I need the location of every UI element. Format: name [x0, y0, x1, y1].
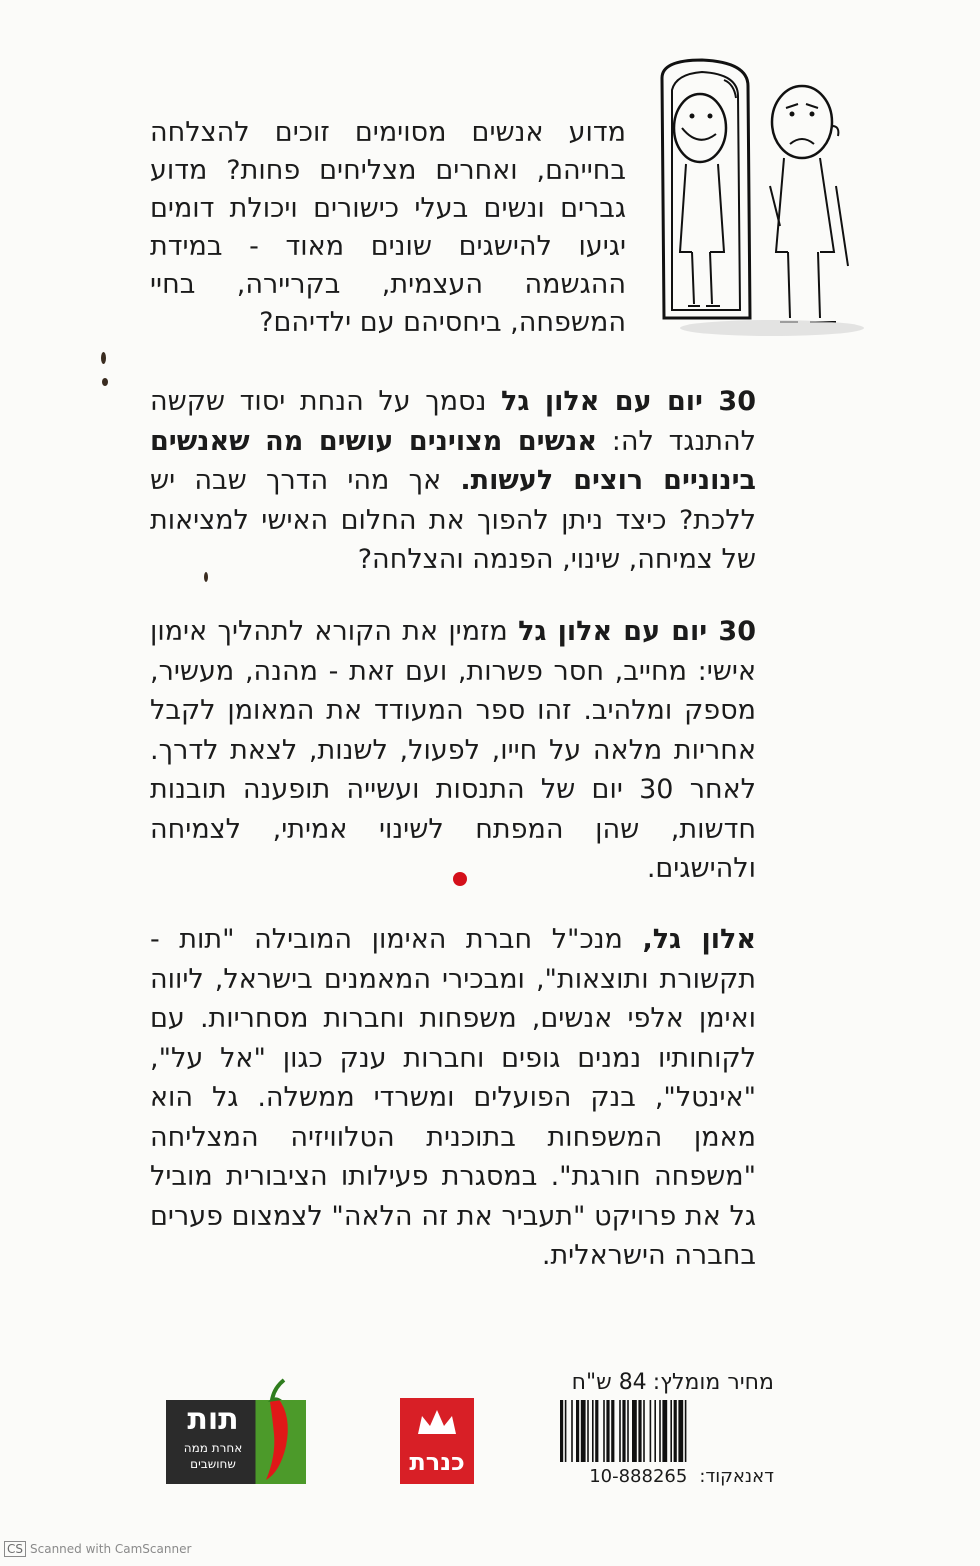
scan-speck	[102, 378, 108, 386]
intro-paragraph: מדוע אנשים מסוימים זוכים להצלחה בחייהם, ואחרים מצליחים פחות? מדוע גברים ונשים בעלי כישורים ויכולת דומים יגיעו להישגים שונים מאוד - במידת ההגשמה העצמית, בקריירה, בחיי המשפחה, ביחסיהם עם ילדיהם?	[150, 117, 626, 338]
tut-logo	[166, 1400, 306, 1484]
book-title-inline: 30 יום עם אלון גל	[518, 616, 756, 647]
camscanner-badge: CS	[4, 1541, 26, 1557]
barcode-bar	[622, 1400, 625, 1462]
premise-text-b: אך מהי הדרך שבה יש ללכת? כיצד ניתן להפוך את החלום האישי למציאות של צמיחה, שינוי, הפנמה והצלחה?	[150, 465, 756, 575]
barcode-bar	[592, 1400, 594, 1462]
mirror-man-illustration	[652, 56, 866, 341]
tut-tagline-line-2: שחושבים	[190, 1457, 236, 1471]
book-title-inline: 30 יום עם אלון גל	[501, 386, 756, 417]
scanner-watermark	[4, 1541, 191, 1561]
barcode-bar	[627, 1400, 629, 1462]
barcode-bar	[685, 1400, 687, 1462]
author-name: אלון גל,	[642, 924, 756, 955]
scan-speck	[101, 352, 106, 364]
barcode-bar	[670, 1400, 672, 1462]
author-bio-text: מנכ"ל חברת האימון המובילה "תות - תקשורת ותוצאות", ומבכירי המאמנים בישראל, ליווה ואימן אלפי אנשים, משפחות וחברות מסחריות. עם לקוחותיו נמנים גופים וחברות ענק כגון "אל על", "אינטל", בנק הפועלים ומשרדי ממשלה. גל הוא מאמן המשפחות בתוכנית הטלוויזיה המצליחה "משפחה חורגת". במסגרת פעילותו הציבורית מוביל גל את פרויקט "תעביר את זה הלאה" לצמצום פערים בחברה הישראלית.	[150, 924, 756, 1271]
invitation-paragraph	[150, 612, 756, 889]
barcode-bar	[650, 1400, 652, 1462]
recommended-price	[560, 1370, 774, 1395]
chili-pepper-icon	[252, 1376, 302, 1484]
premise-bold-quote: אנשים מצוינים עושים מה שאנשים בינוניים רוצים לעשות.	[150, 425, 756, 496]
barcode-bar	[565, 1400, 567, 1462]
barcode-bar	[595, 1400, 598, 1462]
barcode-bar	[643, 1400, 645, 1462]
barcode-bar	[654, 1400, 656, 1462]
barcode-bar	[678, 1400, 683, 1462]
publisher-logo-text: כנרת	[409, 1448, 465, 1476]
premise-paragraph	[150, 382, 756, 580]
scan-speck	[204, 572, 208, 582]
tut-logo-tagline	[172, 1440, 254, 1472]
barcode-bar	[674, 1400, 677, 1462]
price-label: מחיר מומלץ:	[652, 1370, 774, 1395]
price-value: 84 ש"ח	[571, 1370, 647, 1395]
barcode-bar	[560, 1400, 563, 1462]
barcode-bar	[662, 1400, 667, 1462]
barcode-bar	[638, 1400, 641, 1462]
danacode-label: דאנאקוד:	[699, 1466, 774, 1487]
barcode-bar	[571, 1400, 573, 1462]
barcode-bar	[606, 1400, 609, 1462]
scanner-text: Scanned with CamScanner	[30, 1542, 192, 1556]
danacode	[560, 1466, 774, 1487]
tut-logo-name: תות	[187, 1402, 239, 1437]
barcode-bar	[659, 1400, 661, 1462]
premise-text-a: נסמך על הנחת יסוד שקשה להתנגד לה:	[150, 386, 757, 457]
barcode-icon	[558, 1400, 754, 1462]
barcode-bar	[619, 1400, 621, 1462]
barcode-bar	[576, 1400, 579, 1462]
barcode-bar	[587, 1400, 589, 1462]
barcode-bar	[603, 1400, 605, 1462]
barcode-bar	[632, 1400, 637, 1462]
crown-logo-icon	[414, 1408, 460, 1438]
barcode-bar	[581, 1400, 586, 1462]
publisher-logo	[400, 1398, 474, 1484]
danacode-value: 10-888265	[589, 1466, 688, 1487]
author-bio-paragraph	[150, 920, 756, 1276]
barcode-bar	[611, 1400, 614, 1462]
invitation-text: מזמין את הקורא לתהליך אימון אישי: מחייב, חסר פשרות, ועם זאת - מהנה, מעשיר, מספק ומלהיב. זהו ספר המעודד את המאומן לקבל אחריות מלאה על חייו, לפעול, לשנות, לצאת לדרך. לאחר 30 יום של התנסות ועשייה תופענה תובנות חדשות, שהן המפתח לשינוי אמיתי, לצמיחה ולהישגים.	[150, 616, 757, 884]
separator-dot	[453, 872, 467, 886]
tut-tagline-line-1: אחרת ממה	[183, 1441, 243, 1455]
